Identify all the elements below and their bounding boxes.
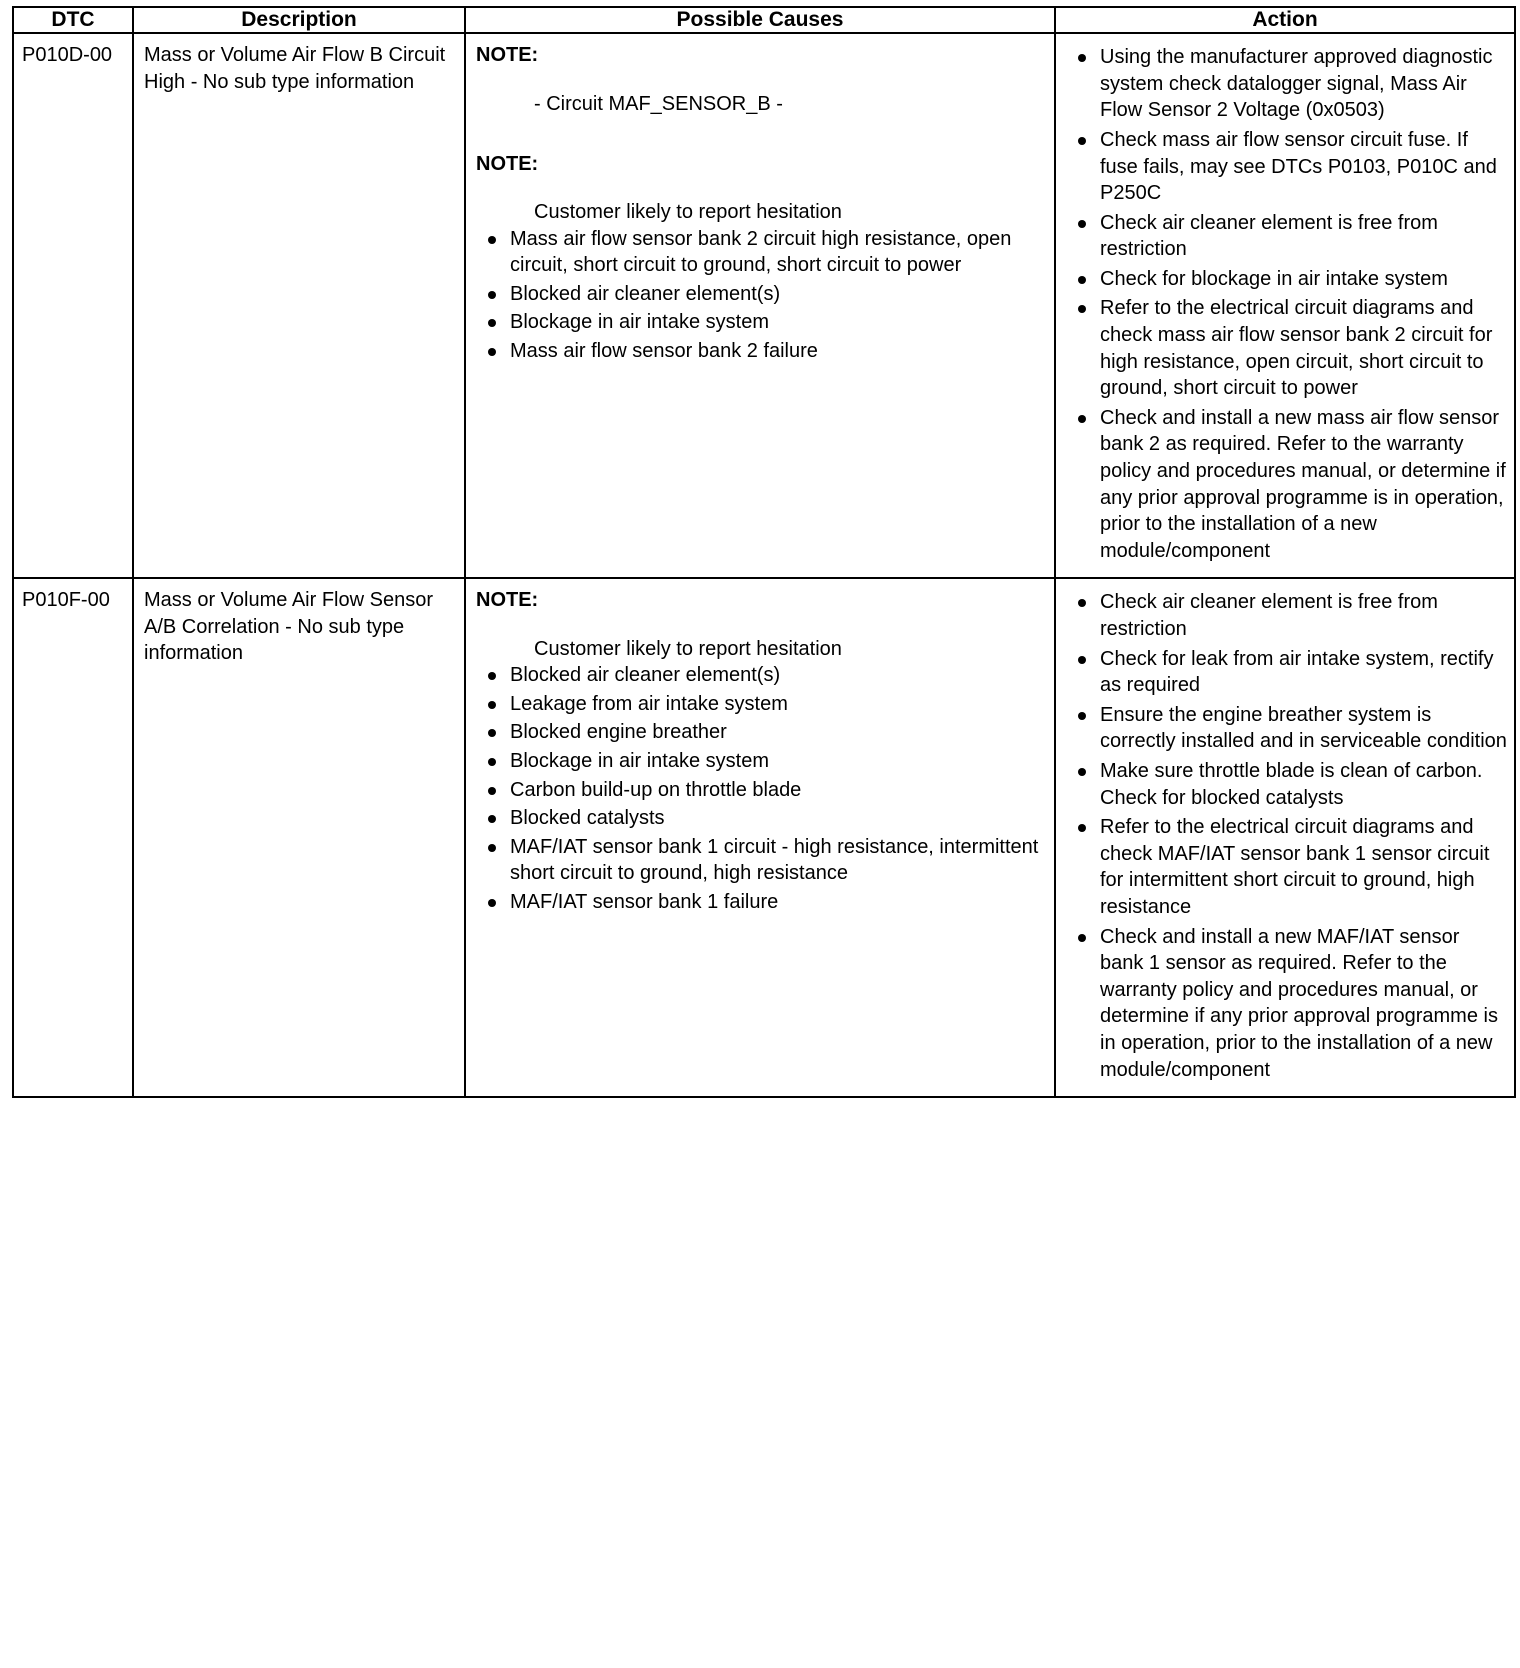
list-item: Make sure throttle blade is clean of carbon. Check for blocked catalysts — [1066, 758, 1508, 811]
possible-causes-list — [476, 662, 1044, 915]
column-header-dtc: DTC — [13, 7, 133, 33]
note-text: Customer likely to report hesitation — [534, 637, 842, 660]
dtc-code-value: P010F-00 — [22, 589, 110, 612]
dtc-table — [12, 6, 1516, 1098]
cell-dtc-code — [13, 578, 133, 1097]
table-row — [13, 33, 1515, 578]
list-item: Using the manufacturer approved diagnostic system check datalogger signal, Mass Air Flow Sensor 2 Voltage (0x0503) — [1066, 44, 1508, 124]
cell-description — [133, 578, 465, 1097]
cell-description — [133, 33, 465, 578]
column-header-description: Description — [133, 7, 465, 33]
table-row — [13, 578, 1515, 1097]
list-item: Blocked catalysts — [476, 805, 1044, 832]
list-item: Check air cleaner element is free from restriction — [1066, 210, 1508, 263]
table-header — [13, 7, 1515, 33]
list-item: Blocked air cleaner element(s) — [476, 662, 1044, 689]
list-item: Leakage from air intake system — [476, 691, 1044, 718]
list-item: Check mass air flow sensor circuit fuse. If fuse fails, may see DTCs P0103, P010C and P250C — [1066, 127, 1508, 207]
list-item: Check for leak from air intake system, rectify as required — [1066, 646, 1508, 699]
dtc-code-value: P010D-00 — [22, 44, 113, 67]
note-label: NOTE: — [476, 44, 539, 67]
list-item: Check air cleaner element is free from restriction — [1066, 589, 1508, 642]
action-list — [1066, 589, 1508, 1083]
cell-possible-causes — [465, 33, 1055, 578]
list-item: Blocked engine breather — [476, 719, 1044, 746]
description-text: Mass or Volume Air Flow B Circuit High - No sub type information — [144, 44, 446, 93]
column-header-possible-causes: Possible Causes — [465, 7, 1055, 33]
cell-action — [1055, 33, 1515, 578]
list-item: Refer to the electrical circuit diagrams and check mass air flow sensor bank 2 circuit for high resistance, open circuit, short circuit to ground, short circuit to power — [1066, 295, 1508, 401]
action-list — [1066, 44, 1508, 564]
note-spacer — [476, 117, 1044, 151]
note-text: Customer likely to report hesitation — [534, 201, 842, 224]
list-item: MAF/IAT sensor bank 1 failure — [476, 889, 1044, 916]
list-item: Ensure the engine breather system is correctly installed and in serviceable condition — [1066, 702, 1508, 755]
list-item: MAF/IAT sensor bank 1 circuit - high resistance, intermittent short circuit to ground, high resistance — [476, 834, 1044, 887]
list-item: Blockage in air intake system — [476, 309, 1044, 336]
list-item: Mass air flow sensor bank 2 circuit high resistance, open circuit, short circuit to ground, short circuit to power — [476, 226, 1044, 279]
description-text: Mass or Volume Air Flow Sensor A/B Correlation - No sub type information — [144, 589, 433, 665]
list-item: Mass air flow sensor bank 2 failure — [476, 338, 1044, 365]
cell-action — [1055, 578, 1515, 1097]
possible-causes-list — [476, 226, 1044, 365]
list-item: Carbon build-up on throttle blade — [476, 777, 1044, 804]
column-header-action: Action — [1055, 7, 1515, 33]
cell-dtc-code — [13, 33, 133, 578]
table-body — [13, 33, 1515, 1097]
list-item: Blocked air cleaner element(s) — [476, 281, 1044, 308]
list-item: Check for blockage in air intake system — [1066, 266, 1508, 293]
list-item: Refer to the electrical circuit diagrams and check MAF/IAT sensor bank 1 sensor circuit for intermittent short circuit to ground, high resistance — [1066, 814, 1508, 920]
list-item: Check and install a new mass air flow sensor bank 2 as required. Refer to the warranty policy and procedures manual, or determine if any prior approval programme is in operation, prior to the installation of a new module/component — [1066, 405, 1508, 565]
table-header-row — [13, 7, 1515, 33]
note-label: NOTE: — [476, 589, 539, 612]
list-item: Check and install a new MAF/IAT sensor bank 1 sensor as required. Refer to the warranty policy and procedures manual, or determine if any prior approval programme is in operation, prior to the installation of a new module/component — [1066, 924, 1508, 1084]
note-text: - Circuit MAF_SENSOR_B - — [534, 92, 783, 115]
note-label: NOTE: — [476, 152, 539, 175]
list-item: Blockage in air intake system — [476, 748, 1044, 775]
cell-possible-causes — [465, 578, 1055, 1097]
